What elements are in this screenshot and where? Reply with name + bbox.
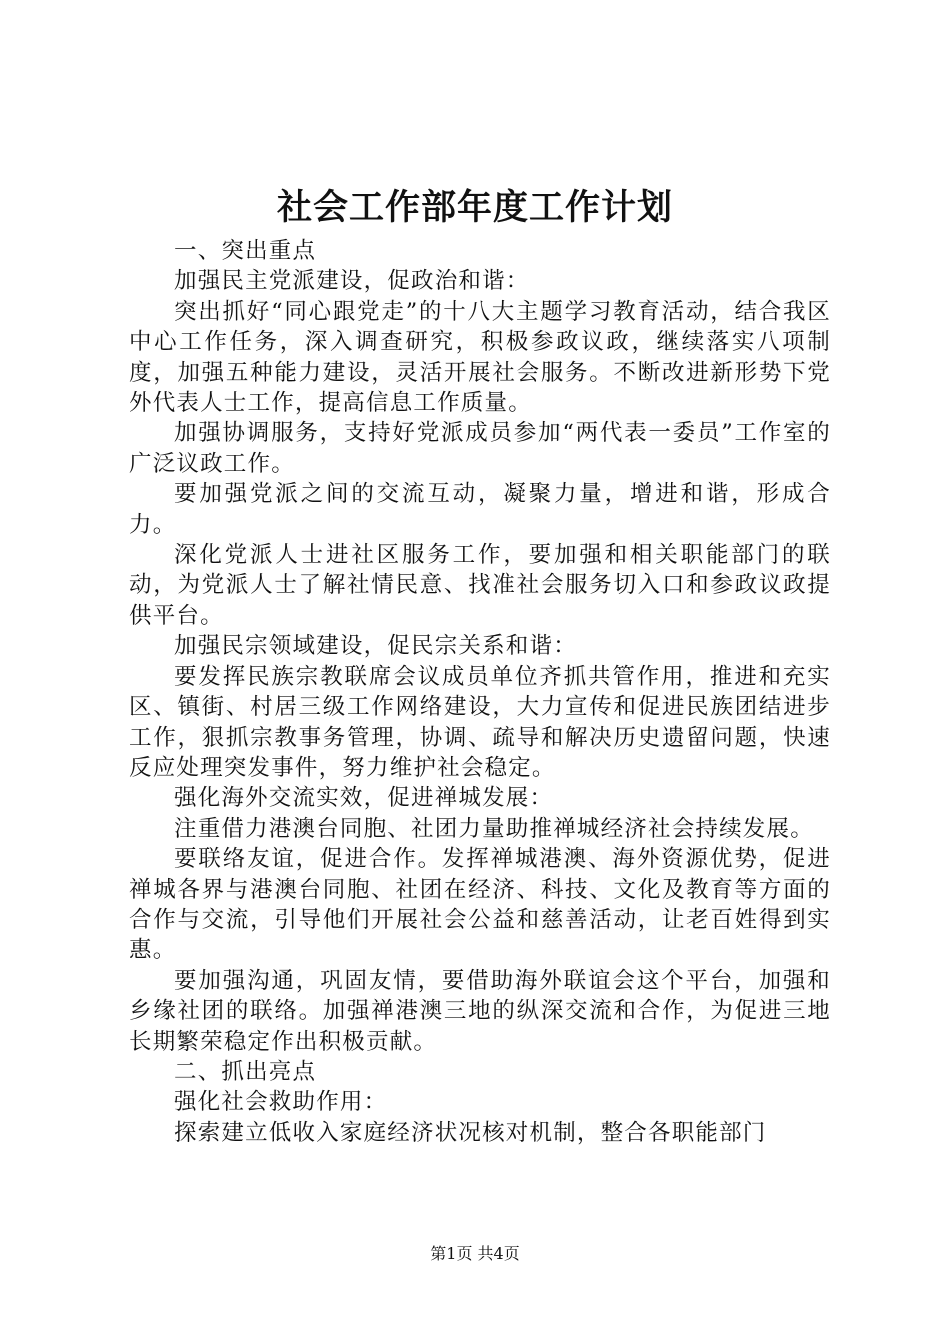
document-body: [129, 236, 831, 1148]
paragraph: 加强民宗领域建设，促民宗关系和谐：: [174, 633, 577, 660]
paragraph: 强化海外交流实效，促进禅城发展：: [174, 785, 554, 812]
paragraph: 突出抓好“同心跟党走”的十八大主题学习教育活动，结合我区中心工作任务，深入调查研究，积极参政议政，继续落实八项制度，加强五种能力建设，灵活开展社会服务。不断改进新形势下党外代表人士工作，提高信息工作质量。: [129, 298, 831, 417]
paragraph: 要加强沟通，巩固友情，要借助海外联谊会这个平台，加强和乡缘社团的联络。加强禅港澳三地的纵深交流和合作，为促进三地长期繁荣稳定作出积极贡献。: [129, 967, 831, 1055]
page-footer: 第1页 共4页: [430, 1244, 520, 1263]
paragraph: 二、抓出亮点: [174, 1058, 317, 1085]
paragraph: 加强民主党派建设，促政治和谐：: [174, 268, 530, 295]
paragraph: 要发挥民族宗教联席会议成员单位齐抓共管作用，推进和充实区、镇街、村居三级工作网络建设，大力宣传和促进民族团结进步工作，狠抓宗教事务管理，协调、疏导和解决历史遗留问题，快速反应处理突发事件，努力维护社会稳定。: [129, 663, 831, 781]
document-title: 社会工作部年度工作计划: [276, 187, 673, 228]
paragraph: 探索建立低收入家庭经济状况核对机制，整合各职能部门: [174, 1119, 767, 1146]
paragraph: 一、突出重点: [174, 238, 317, 264]
paragraph: 要加强党派之间的交流互动，凝聚力量，增进和谐，形成合力。: [129, 481, 831, 538]
paragraph: 深化党派人士进社区服务工作，要加强和相关职能部门的联动，为党派人士了解社情民意、找准社会服务切入口和参政议政提供平台。: [129, 542, 831, 629]
paragraph: 要联络友谊，促进合作。发挥禅城港澳、海外资源优势，促进禅城各界与港澳台同胞、社团在经济、科技、文化及教育等方面的合作与交流，引导他们开展社会公益和慈善活动，让老百姓得到实惠。: [129, 846, 831, 964]
paragraph: 注重借力港澳台同胞、社团力量助推禅城经济社会持续发展。: [174, 815, 814, 842]
paragraph: 加强协调服务，支持好党派成员参加“两代表一委员”工作室的广泛议政工作。: [129, 420, 831, 477]
paragraph: 强化社会救助作用：: [174, 1089, 388, 1116]
